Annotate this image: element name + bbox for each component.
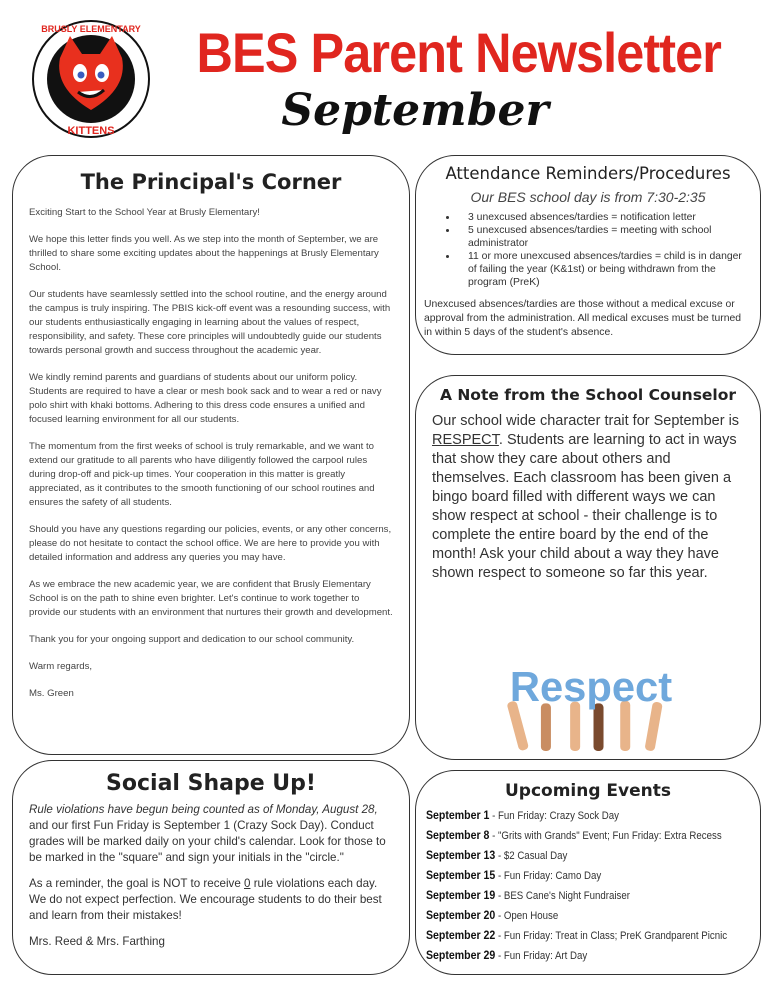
text: and our first Fun Friday is September 1 (Crazy Sock Day). Conduct grades will be marked daily on your child's calendar. Look for those to be marked in the "square" and sign your initials in the "circle." [29,819,386,864]
paragraph: Thank you for your ongoing support and dedication to our school community. [29,634,355,645]
text: As a reminder, the goal is NOT to receive [29,877,245,890]
event-desc: - BES Cane's Night Fundraiser [495,890,630,902]
counselor-text [432,412,744,583]
event-item [426,906,711,926]
school-day-hours: Our BES school day is from 7:30-2:35 [470,189,706,205]
event-date: September 22 [426,928,496,942]
text: rule violations each day. We do not expect perfection. We encourage students to do their best and learn from their mistakes! [29,877,382,922]
italic-text: Rule violations have begun being counted as of Monday, August 28, [29,803,378,816]
paragraph: We hope this letter finds you well. As we step into the month of September, we are thrilled to share some exciting updates about the happenings at Brusly Elementary School. [29,234,379,273]
school-logo [30,18,152,140]
event-item [426,886,711,906]
upcoming-events-section [415,770,761,975]
signature: Ms. Green [29,688,74,699]
event-desc: - Fun Friday: Crazy Sock Day [489,810,620,822]
event-desc: - "Grits with Grands" Event; Fun Friday: Extra Recess [489,830,722,842]
section-heading: Attendance Reminders/Procedures [445,164,731,183]
event-desc: - Fun Friday: Treat in Class; PreK Grandparent Picnic [495,930,728,942]
event-date: September 20 [426,908,496,922]
event-date: September 1 [426,808,490,822]
paragraph [29,876,393,924]
attendance-list [424,211,752,289]
paragraph: As we embrace the new academic year, we are confident that Brusly Elementary School is on the path to shine even brighter. Let's continue to work together to provide our students with an environment that nurtures their growth and development. [29,579,393,618]
respect-word: Respect [509,662,673,710]
paragraph [29,802,393,866]
list-item: • 5 unexcused absences/tardies = meeting with school administrator [458,224,752,250]
event-date: September 8 [426,828,490,842]
event-item [426,806,711,826]
event-desc: - Fun Friday: Art Day [495,950,588,962]
social-shape-up-section [12,760,410,975]
event-item [426,946,711,966]
list-item: • 3 unexcused absences/tardies = notification letter [458,211,752,224]
zero: 0 [244,877,251,890]
event-item [426,866,711,886]
paragraph: We kindly remind parents and guardians of students about our uniform policy. Students are required to have a clear or mesh book sack and to wear a red or navy polo shirt with khaki bottoms. Adhering to this dress code ensures a unified and focused learning environment for all our students. [29,372,382,425]
event-date: September 29 [426,948,496,962]
section-heading: Upcoming Events [504,781,672,801]
closing: Warm regards, [29,661,93,672]
event-desc: - Fun Friday: Camo Day [495,870,602,882]
principals-corner-section [12,155,410,755]
character-trait: RESPECT [432,432,499,448]
event-item [426,846,711,866]
event-date: September 15 [426,868,496,882]
event-date: September 19 [426,888,496,902]
logo-text-bottom: KITTENS [67,125,115,137]
newsletter-title: BES Parent Newsletter [196,21,722,84]
attendance-note: Unexcused absences/tardies are those without a medical excuse or approval from the administration. All medical excuses must be turned in within 5 days of the student's absence. [424,299,742,338]
paragraph: Should you have any questions regarding our policies, events, or any other concerns, please do not hesitate to contact the school office. We are here to provide you with detailed information and address any queries you may have. [29,524,392,563]
respect-image [476,655,706,751]
section-heading: A Note from the School Counselor [439,386,737,404]
event-desc: - Open House [495,910,559,922]
event-item [426,826,722,846]
newsletter-month: September [281,85,549,136]
event-date: September 13 [426,848,496,862]
text: Our school wide character trait for September is [432,413,740,429]
logo-text-top: BRUSLY ELEMENTARY [41,24,141,34]
counselor-section [415,375,761,760]
text: . Students are learning to act in ways that show they care about others and themselves. Each classroom has been given a bingo board filled with different ways we can show respect at school - their challenge is to complete the entire board by the end of the month! Ask your child about a way they have shown respect to someone so far this year. [432,432,737,581]
section-heading: Social Shape Up! [106,771,316,796]
event-item [426,926,728,946]
list-item: • 11 or more unexcused absences/tardies = child is in danger of failing the year (K&1st) or being withdrawn from the program (PreK) [458,250,752,289]
paragraph: Exciting Start to the School Year at Brusly Elementary! [29,207,260,218]
paragraph: Our students have seamlessly settled into the school routine, and the energy around the campus is truly inspiring. The PBIS kick-off event was a resounding success, with our students enthusiastically engaging in learning about the values of respect, responsibility, and safety. These core principles will undoubtedly guide our students towards personal growth and success throughout the academic year. [29,289,391,356]
signature: Mrs. Reed & Mrs. Farthing [29,935,165,948]
paragraph: The momentum from the first weeks of school is truly remarkable, and we want to extend our gratitude to all parents who have diligently followed the carpool rules during drop-off and pick-up times. Your cooperation in this matter is greatly appreciated, as it contributes to the smooth functioning of our school routines and ensures the safety of all students. [29,441,375,508]
event-desc: - $2 Casual Day [495,850,568,862]
section-heading: The Principal's Corner [80,170,342,194]
attendance-section [415,155,761,355]
